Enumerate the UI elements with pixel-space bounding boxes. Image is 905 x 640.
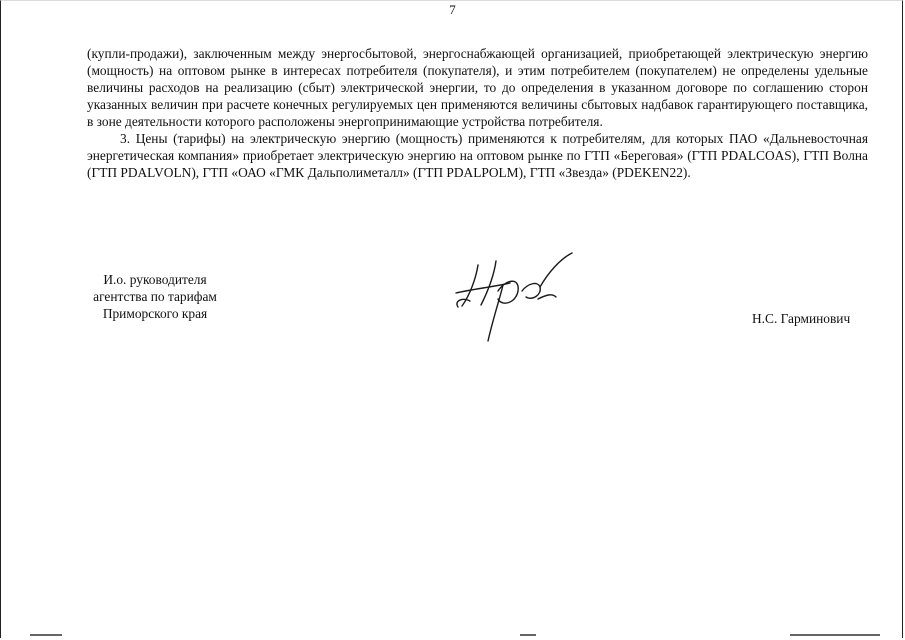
position-line-1: И.о. руководителя [103, 272, 207, 287]
position-line-3: Приморского края [102, 306, 208, 321]
signer-name: Н.С. Гарминович [752, 311, 851, 326]
document-body [87, 45, 868, 181]
page-number: 7 [449, 2, 456, 17]
handwritten-signature-icon [448, 243, 578, 348]
scan-edge-marks [0, 630, 905, 640]
paragraph-continuation: (купли-продажи), заключенным между энергосбытовой, энергоснабжающей организацией, приобретающей электрическую энергию (мощность) на оптовом рынке в интересах потребителя (покупателя), и этим потребителем (покупателем) не определены удельные величины расходов на реализацию (сбыт) электрической энергии, то до определения в указанном договоре по соглашению сторон указанных величин при расчете конечных регулируемых цен применяются величины сбытовых надбавок гарантирующего поставщика, в зоне деятельности которого расположены энергопринимающие устройства потребителя. [87, 46, 868, 129]
position-line-2: агентства по тарифам [93, 289, 217, 304]
paragraph-item-3: 3. Цены (тарифы) на электрическую энергию (мощность) применяются к потребителям, для которых ПАО «Дальневосточная энергетическая компания» приобретает электрическую энергию на оптовом рынке по ГТП «Береговая» (ГТП PDALCOAS), ГТП Волна (ГТП PDALVOLN), ГТП «ОАО «ГМК Дальполиметалл» (ГТП PDALPOLM), ГТП «Звезда» (PDEKEN22). [87, 131, 868, 180]
signatory-position [80, 271, 230, 322]
